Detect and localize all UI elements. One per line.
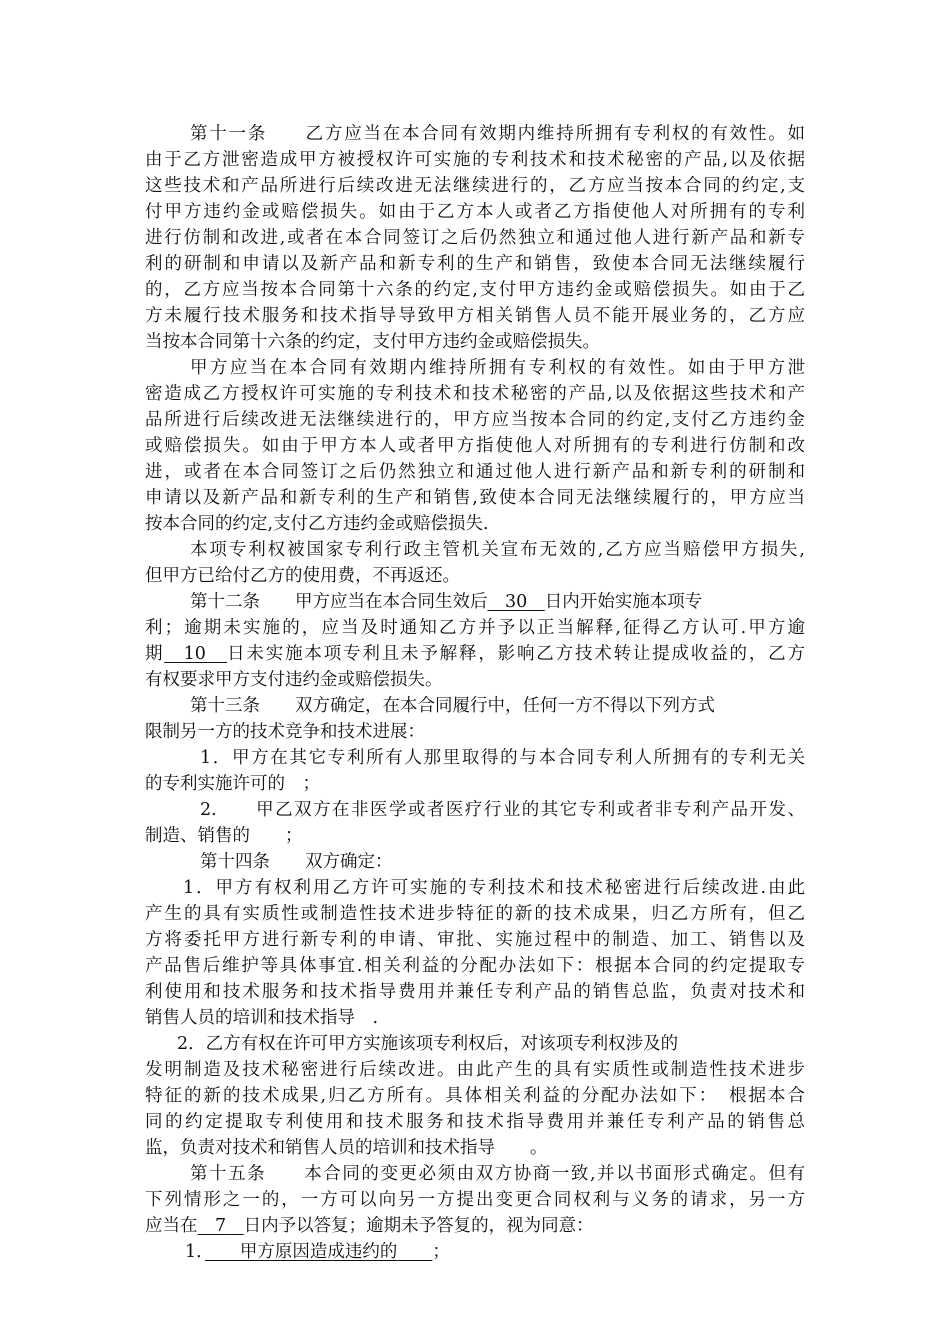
art13-line-1: 第十三条 双方确定，在本合同履行中，任何一方不得以下列方式 (190, 696, 715, 716)
para3-line-2: 但甲方已给付乙方的使用费，不再返还。 (145, 566, 460, 586)
art12-line-1 (190, 589, 805, 615)
art11-line-8: 方未履行技术服务和技术指导导致甲方相关销售人员不能开展业务的，乙方应 (145, 306, 805, 326)
para2-line-2: 密造成乙方授权许可实施的专利技术和技术秘密的产品,以及依据这些技术和产 (145, 384, 805, 404)
art14-item1-line-6: 销售人员的培训和技术指导 . (145, 1008, 379, 1028)
art15-item1-value: 甲方原因造成违约的 (239, 1242, 398, 1262)
art12-days-value: 30 (505, 592, 528, 612)
art14-item1-line-1: 1．甲方有权利用乙方许可实施的专利技术和技术秘密进行后续改进.由此 (183, 878, 805, 898)
para2-line-6: 申请以及新产品和新专利的生产和销售,致使本合同无法继续履行的，甲方应当 (145, 488, 805, 508)
art12-overdue-value: 10 (183, 644, 206, 664)
art12-line-4: 有权要求甲方支付违约金或赔偿损失。 (145, 670, 443, 690)
art15-item1-line-1 (185, 1239, 805, 1265)
art12-days-overdue (164, 644, 227, 664)
art14-item2-line-5: 监，负责对技术和销售人员的培训和技术指导 。 (145, 1138, 548, 1158)
art14-line-1: 第十四条 双方确定： (200, 852, 393, 872)
art15-line-3 (145, 1213, 805, 1239)
art12-text-c: 日内开始实施本项专 (544, 592, 703, 612)
art14-item1-line-4: 产品售后维护等具体事宜.相关利益的分配办法如下：根据本合同的约定提取专 (145, 956, 805, 976)
art14-item2-line-1: 2．乙方有权在许可甲方实施该项专利权后，对该项专利权涉及的 (177, 1034, 679, 1054)
art15-line-2: 下列情形之一的，一方可以向另一方提出变更合同权利与义务的请求，另一方 (145, 1190, 805, 1210)
art12-text-e: 期 (145, 644, 165, 664)
art11-line-9: 当按本合同第十六条的约定，支付甲方违约金或赔偿损失。 (145, 332, 600, 352)
art14-item2-line-2: 发明制造及技术秘密进行后续改进。由此产生的具有实质性或制造性技术进步 (145, 1060, 805, 1080)
art15-text-e: 日内予以答复；逾期未予答复的，视为同意： (243, 1216, 594, 1236)
art14-item1-line-5: 利使用和技术服务和技术指导费用并兼任专利产品的销售总监，负责对技术和 (145, 982, 805, 1002)
art12-line-2: 利；逾期未实施的，应当及时通知乙方并予以正当解释,征得乙方认可.甲方逾 (145, 618, 805, 638)
art11-line-4: 付甲方违约金或赔偿损失。如由于乙方本人或者乙方指使他人对所拥有的专利 (145, 202, 805, 222)
art15-reply-days-value: 7 (215, 1216, 227, 1236)
art13-item1-line-1: 1．甲方在其它专利所有人那里取得的与本合同专利人所拥有的专利无关 (200, 748, 805, 768)
art11-line-2: 由于乙方泄密造成甲方被授权许可实施的专利技术和技术秘密的产品,以及依据 (145, 150, 805, 170)
art12-text-g: 日未实施本项专利且未予解释，影响乙方技术转让提成收益的，乙方 (227, 644, 806, 664)
para2-line-1: 甲方应当在本合同有效期内维持所拥有专利权的有效性。如由于甲方泄 (190, 358, 805, 378)
art14-item1-line-3: 方将委托甲方进行新专利的申请、审批、实施过程中的制造、加工、销售以及 (145, 930, 805, 950)
art15-reply-days (198, 1216, 244, 1236)
art12-days-start (488, 592, 545, 612)
para2-line-3: 品所进行后续改进无法继续进行的，甲方应当按本合同的约定,支付乙方违约金 (145, 410, 805, 430)
para2-line-5: 进，或者在本合同签订之后仍然独立和通过他人进行新产品和新专利的研制和 (145, 462, 805, 482)
art15-line-1: 第十五条 本合同的变更必须由双方协商一致,并以书面形式确定。但有 (190, 1164, 805, 1184)
art12-text-a: 第十二条 甲方应当在本合同生效后 (190, 592, 488, 612)
art11-line-5: 进行仿制和改进,或者在本合同签订之后仍然独立和通过他人进行新产品和新专 (145, 228, 805, 248)
art14-item2-line-3: 特征的新的技术成果,归乙方所有。具体相关利益的分配办法如下： 根据本合 (145, 1086, 805, 1106)
para3-line-1: 本项专利权被国家专利行政主管机关宣布无效的,乙方应当赔偿甲方损失, (190, 540, 805, 560)
art11-line-1: 第十一条 乙方应当在本合同有效期内维持所拥有专利权的有效性。如 (190, 124, 805, 144)
art11-line-6: 利的研制和申请以及新产品和新专利的生产和销售，致使本合同无法继续履行 (145, 254, 805, 274)
art13-item1-line-2: 的专利实施许可的 ； (145, 774, 320, 794)
art15-text-c: 应当在 (145, 1216, 198, 1236)
art12-line-3 (145, 641, 805, 667)
art15-item1-blank (205, 1242, 433, 1262)
art15-item1-number: 1． (185, 1242, 205, 1262)
art13-line-2: 限制另一方的技术竞争和技术进展： (145, 722, 425, 742)
art14-item2-line-4: 同的约定提取专利使用和技术服务和技术指导费用并兼任专利产品的销售总 (145, 1112, 805, 1132)
para2-line-7: 按本合同的约定,支付乙方违约金或赔偿损失. (145, 514, 489, 534)
art15-item1-end: ； (432, 1242, 450, 1262)
art14-item1-line-2: 产生的具有实质性或制造性技术进步特征的新的技术成果，归乙方所有，但乙 (145, 904, 805, 924)
art13-item2-line-1: 2. 甲乙双方在非医学或者医疗行业的其它专利或者非专利产品开发、 (200, 800, 805, 820)
art13-item2-line-2: 制造、销售的 ； (145, 826, 303, 846)
art11-line-7: 的，乙方应当按本合同第十六条的约定,支付甲方违约金或赔偿损失。如由于乙 (145, 280, 805, 300)
para2-line-4: 或赔偿损失。如由于甲方本人或者甲方指使他人对所拥有的专利进行仿制和改 (145, 436, 805, 456)
art11-line-3: 这些技术和产品所进行后续改进无法继续进行的，乙方应当按本合同的约定,支 (145, 176, 805, 196)
